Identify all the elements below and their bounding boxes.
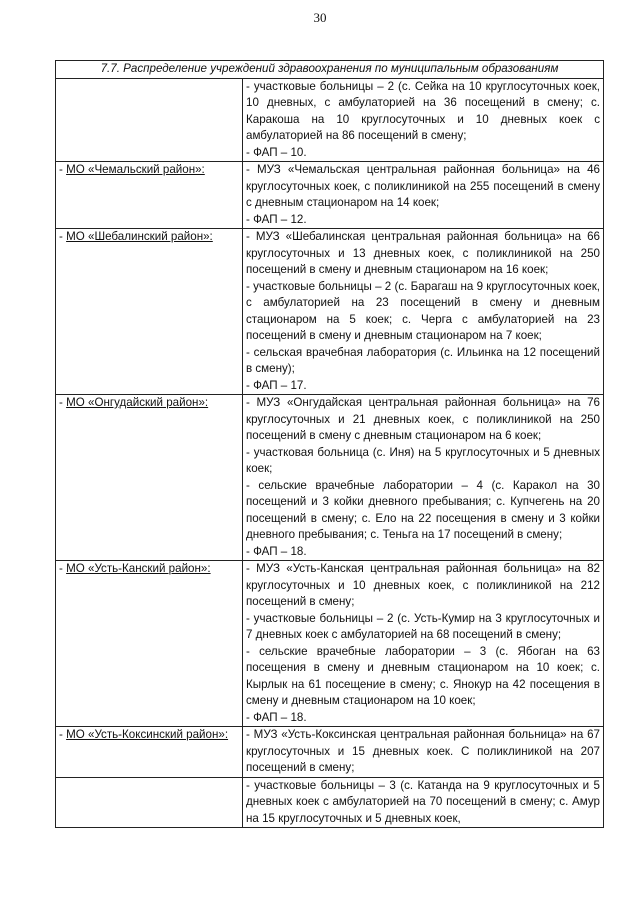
- facility-line: - ФАП – 10.: [246, 145, 307, 159]
- municipality-cell: [56, 162, 243, 229]
- table-row: [56, 727, 604, 778]
- page-number: 30: [313, 10, 327, 25]
- healthcare-distribution-table: [55, 60, 604, 828]
- table-row: [56, 395, 604, 561]
- municipality-prefix: -: [59, 163, 67, 176]
- facility-line: - участковая больница (с. Иня) на 5 круглосуточных и 5 дневных коек;: [246, 445, 600, 475]
- facility-line: - участковые больницы – 2 (с. Усть-Кумир на 3 круглосуточных и 7 дневных коек с амбулаторией на 68 посещений в смену;: [246, 611, 600, 641]
- facilities-cell: [243, 727, 604, 778]
- facilities-cell: [243, 229, 604, 395]
- municipality-name: МО «Усть-Коксинский район»:: [66, 728, 229, 741]
- municipality-cell: [56, 727, 243, 778]
- municipality-name: МО «Онгудайский район»:: [66, 396, 209, 409]
- facility-line: - участковые больницы – 2 (с. Сейка на 10 круглосуточных коек, 10 дневных, с амбулаторией на 36 посещений в смену; с. Каракоша на 10 круглосуточных и 10 дневных коек с амбулаторией на 86 посещений в смену;: [246, 79, 600, 142]
- facility-line: - сельские врачебные лаборатории – 3 (с. Ябоган на 63 посещения в смену и дневным стационаром на 10 коек; с. Кырлык на 61 посещение в смену; с. Янокур на 42 посещения в смену и дневным стационаром на 10 коек;: [246, 644, 600, 707]
- facility-line: - сельская врачебная лаборатория (с. Ильинка на 12 посещений в смену);: [246, 345, 600, 375]
- facility-line: - МУЗ «Онгудайская центральная районная больница» на 76 круглосуточных и 21 дневных коек, с поликлиникой на 250 посещений в смену с дневным стационаром на 6 коек;: [246, 396, 600, 442]
- table-row: [56, 162, 604, 229]
- municipality-prefix: -: [59, 230, 67, 243]
- facility-line: - ФАП – 12.: [246, 212, 307, 226]
- facility-line: - МУЗ «Шебалинская центральная районная больница» на 66 круглосуточных и 13 дневных коек, с поликлиникой на 250 посещений в смену и дневным стационаром на 16 коек;: [246, 230, 600, 276]
- facilities-cell: [243, 162, 604, 229]
- municipality-name: МО «Шебалинский район»:: [66, 230, 213, 243]
- municipality-cell: [56, 229, 243, 395]
- municipality-name: МО «Усть-Канский район»:: [66, 562, 211, 575]
- table-row: [56, 229, 604, 395]
- facility-line: - ФАП – 18.: [246, 710, 307, 724]
- table-row: [56, 777, 604, 828]
- section-title: 7.7. Распределение учреждений здравоохранения по муниципальным образованиям: [56, 61, 604, 79]
- table-row: [56, 78, 604, 162]
- municipality-prefix: -: [59, 396, 67, 409]
- section-title-row: [56, 61, 604, 79]
- facility-line: - ФАП – 17.: [246, 378, 307, 392]
- municipality-cell: [56, 395, 243, 561]
- facilities-cell: [243, 561, 604, 727]
- municipality-cell: [56, 561, 243, 727]
- facility-line: - участковые больницы – 2 (с. Барагаш на 9 круглосуточных коек, с амбулаторией на 23 посещений в смену и дневным стационаром на 5 коек; с. Черга с амбулаторией на 23 посещений в смену и дневным стационаром на 7 коек;: [246, 279, 600, 342]
- municipality-cell: [56, 78, 243, 162]
- facility-line: - МУЗ «Усть-Коксинская центральная районная больница» на 67 круглосуточных и 15 дневных коек. С поликлиникой на 207 посещений в смену;: [246, 728, 600, 774]
- facility-line: - МУЗ «Усть-Канская центральная районная больница» на 82 круглосуточных и 10 дневных коек, с поликлиникой на 212 посещений в смену;: [246, 562, 600, 608]
- facility-line: - участковые больницы – 3 (с. Катанда на 9 круглосуточных и 5 дневных коек с амбулаторией на 70 посещений в смену; с. Амур на 15 круглосуточных и 5 дневных коек,: [246, 778, 600, 825]
- facility-line: - МУЗ «Чемальская центральная районная больница» на 46 круглосуточных коек, с поликлиникой на 255 посещений в смену с дневным стационаром на 14 коек;: [246, 163, 600, 209]
- municipality-prefix: -: [59, 562, 67, 575]
- facility-line: - ФАП – 18.: [246, 544, 307, 558]
- municipality-prefix: -: [59, 728, 67, 741]
- municipality-name: МО «Чемальский район»:: [66, 163, 205, 176]
- facilities-cell: [243, 78, 604, 162]
- facilities-cell: [243, 777, 604, 828]
- municipality-cell: [56, 777, 243, 828]
- facility-line: - сельские врачебные лаборатории – 4 (с. Каракол на 30 посещений и 3 койки дневного пребывания; с. Купчегень на 20 посещений в смену; с. Ело на 22 посещения в смену и 3 койки дневного пребывания; с. Теньга на 17 посещений в смену;: [246, 478, 600, 541]
- table-row: [56, 561, 604, 727]
- facilities-cell: [243, 395, 604, 561]
